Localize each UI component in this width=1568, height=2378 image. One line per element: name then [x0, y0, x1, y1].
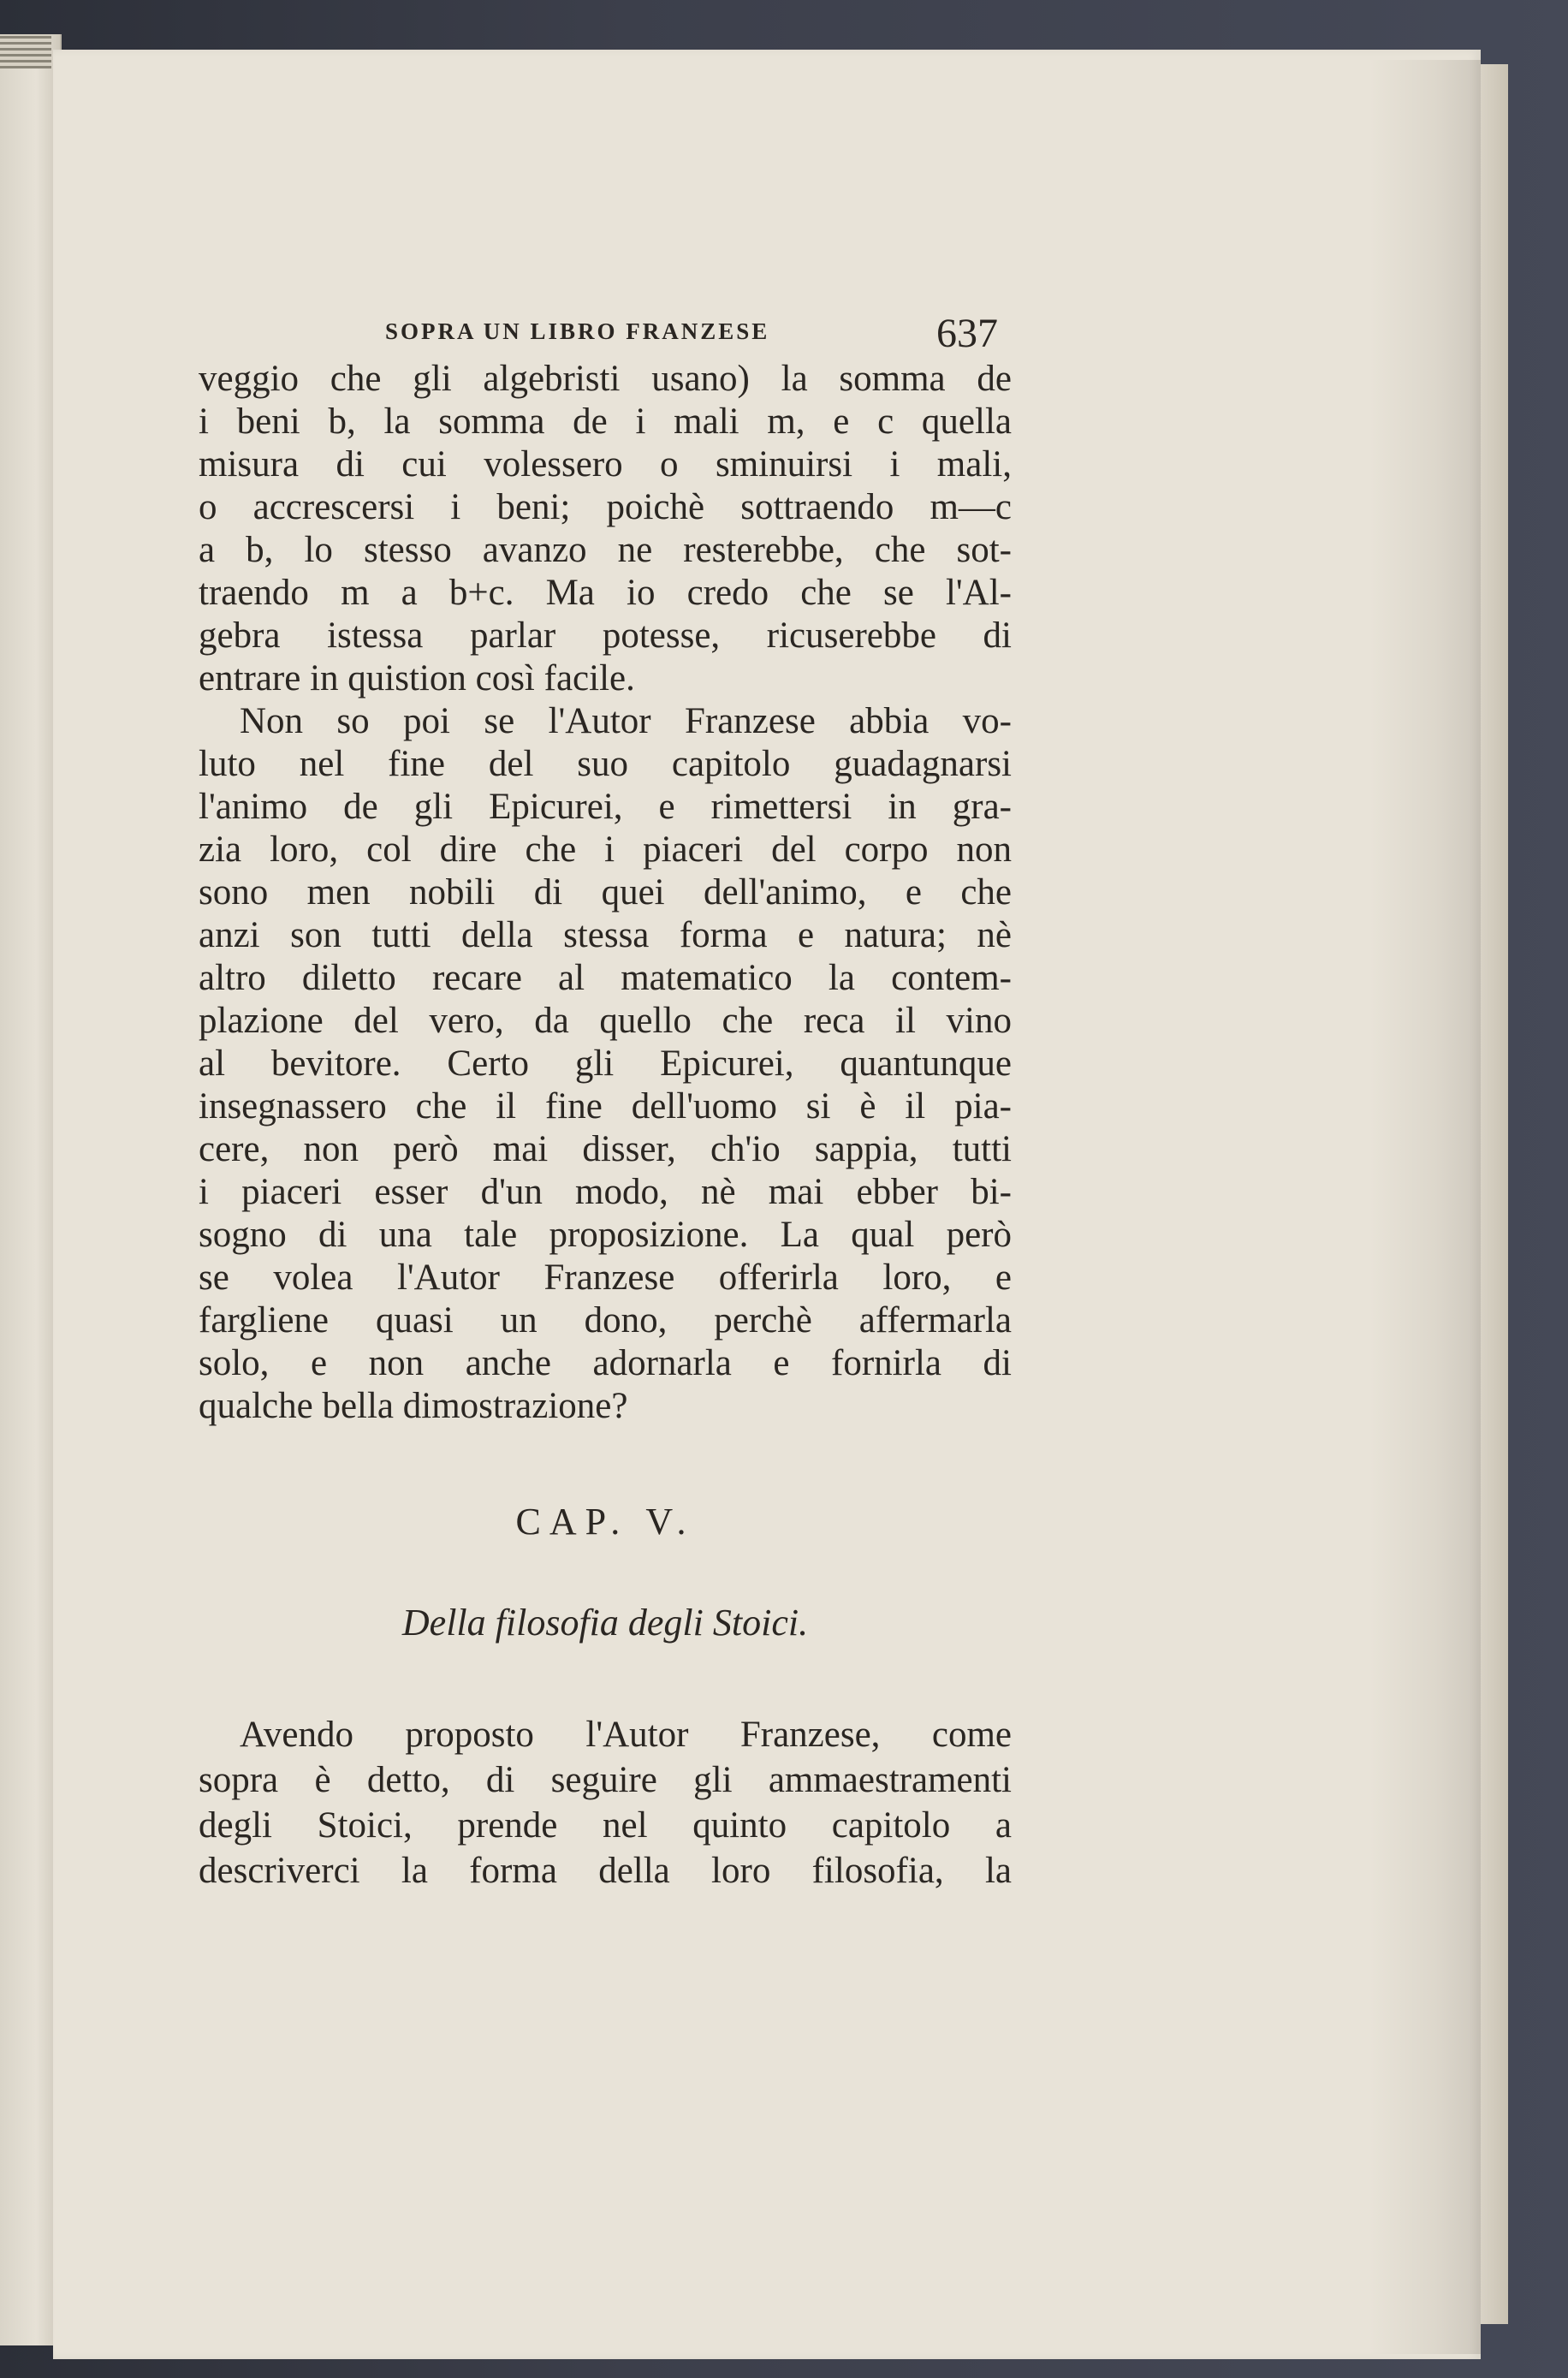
- text-line: al bevitore. Certo gli Epicurei, quantunque: [199, 1043, 1012, 1084]
- paragraph-2: [199, 700, 1012, 1428]
- running-head: [199, 310, 1012, 358]
- text-line: plazione del vero, da quello che reca il vino: [199, 1001, 1012, 1041]
- text-line: descriverci la forma della loro filosofia, la: [199, 1851, 1012, 1891]
- page-edge-strip: [1481, 64, 1508, 2324]
- text-line: i piaceri esser d'un modo, nè mai ebber bi-: [199, 1172, 1012, 1212]
- page-shadow: [1369, 60, 1481, 2354]
- text-line: se volea l'Autor Franzese offerirla loro, e: [199, 1257, 1012, 1298]
- text-line: degli Stoici, prende nel quinto capitolo a: [199, 1805, 1012, 1846]
- text-line: i beni b, la somma de i mali m, e c quella: [199, 401, 1012, 442]
- text-line: entrare in quistion così facile.: [199, 658, 635, 699]
- text-line: altro diletto recare al matematico la contem-: [199, 958, 1012, 998]
- running-title: SOPRA UN LIBRO FRANZESE: [385, 318, 770, 344]
- text-line: misura di cui volessero o sminuirsi i mali,: [199, 444, 1012, 485]
- text-line: o accrescersi i beni; poichè sottraendo m—c: [199, 487, 1012, 527]
- text-line: Avendo proposto l'Autor Franzese, come: [240, 1715, 1012, 1755]
- text-line: sono men nobili di quei dell'animo, e che: [199, 872, 1012, 913]
- text-line: l'animo de gli Epicurei, e rimettersi in gra-: [199, 787, 1012, 827]
- page-stack-edge: [0, 34, 51, 68]
- text-line: a b, lo stesso avanzo ne resterebbe, che sot-: [199, 530, 1012, 570]
- paragraph-1: [199, 358, 1012, 700]
- text-line: insegnassero che il fine dell'uomo si è il pia-: [199, 1086, 1012, 1127]
- text-line: zia loro, col dire che i piaceri del corpo non: [199, 829, 1012, 870]
- page-number: 637: [936, 311, 998, 356]
- text-line: cere, non però mai disser, ch'io sappia, tutti: [199, 1129, 1012, 1169]
- text-line: anzi son tutti della stessa forma e natura; nè: [199, 915, 1012, 955]
- text-line: sogno di una tale proposizione. La qual però: [199, 1215, 1012, 1255]
- text-line: traendo m a b+c. Ma io credo che se l'Al-: [199, 573, 1012, 613]
- text-line: luto nel fine del suo capitolo guadagnarsi: [199, 744, 1012, 784]
- paragraph-3: [199, 1712, 1012, 1893]
- chapter-subtitle: Della filosofia degli Stoici.: [401, 1602, 809, 1644]
- text-line: qualche bella dimostrazione?: [199, 1386, 628, 1426]
- text-line: fargliene quasi un dono, perchè affermarla: [199, 1300, 1012, 1341]
- text-block: [199, 310, 1012, 1893]
- text-line: veggio che gli algebristi usano) la somma de: [199, 359, 1012, 399]
- text-line: gebra istessa parlar potesse, ricuserebbe di: [199, 615, 1012, 656]
- text-line: Non so poi se l'Autor Franzese abbia vo-: [240, 701, 1012, 741]
- chapter-heading: CAP. V.: [515, 1501, 695, 1543]
- text-line: sopra è detto, di seguire gli ammaestramenti: [199, 1760, 1012, 1800]
- text-line: solo, e non anche adornarla e fornirla di: [199, 1343, 1012, 1383]
